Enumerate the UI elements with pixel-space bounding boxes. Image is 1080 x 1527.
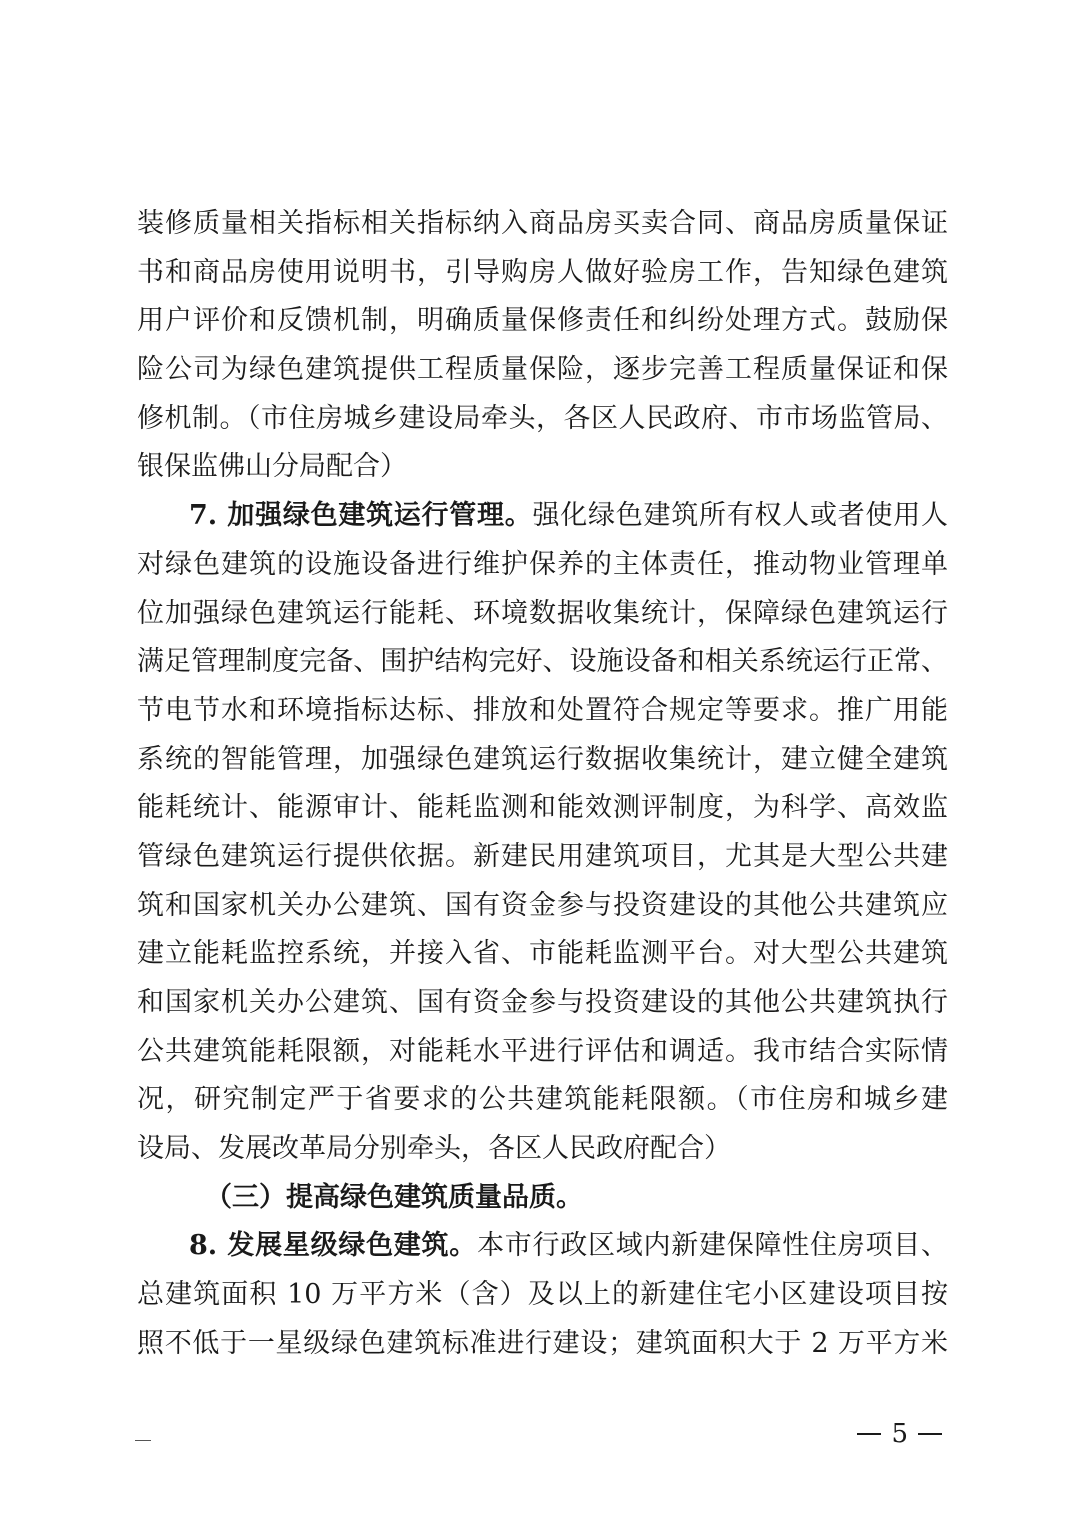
paragraph-line: 照不低于一星级绿色建筑标准进行建设；建筑面积大于 2 万平方米 xyxy=(137,1327,948,1359)
paragraph-line: 满足管理制度完备、围护结构完好、设施设备和相关系统运行正常、 xyxy=(137,646,948,678)
paragraph-line: 设局、发展改革局分别牵头，各区人民政府配合） xyxy=(137,1133,731,1165)
page-number-dash-left xyxy=(857,1433,881,1435)
paragraph-line: 总建筑面积 10 万平方米（含）及以上的新建住宅小区建设项目按 xyxy=(137,1279,948,1311)
paragraph-line: 筑和国家机关办公建筑、国有资金参与投资建设的其他公共建筑应 xyxy=(137,889,948,921)
paragraph-line: 对绿色建筑的设施设备进行维护保养的主体责任，推动物业管理单 xyxy=(137,548,948,580)
paragraph-line: 险公司为绿色建筑提供工程质量保险，逐步完善工程质量保证和保 xyxy=(137,354,948,386)
item-8-first-line xyxy=(137,1222,948,1271)
footer-left-mark xyxy=(135,1440,151,1441)
page-number-footer xyxy=(857,1412,942,1456)
item-7-first-line xyxy=(137,492,948,541)
paragraph-line: 装修质量相关指标相关指标纳入商品房买卖合同、商品房质量保证 xyxy=(137,208,948,239)
paragraph-line: 节电节水和环境指标达标、排放和处置符合规定等要求。推广用能 xyxy=(137,694,948,726)
item-7-first-text: 强化绿色建筑所有权人或者使用人 xyxy=(532,500,948,532)
paragraph-line: 管绿色建筑运行提供依据。新建民用建筑项目，尤其是大型公共建 xyxy=(137,840,948,872)
paragraph-line: 书和商品房使用说明书，引导购房人做好验房工作，告知绿色建筑 xyxy=(137,256,948,288)
paragraph-line: 能耗统计、能源审计、能耗监测和能效测评制度，为科学、高效监 xyxy=(137,792,948,824)
item-8-first-text: 本市行政区域内新建保障性住房项目、 xyxy=(477,1230,949,1262)
paragraph-line: 用户评价和反馈机制，明确质量保修责任和纠纷处理方式。鼓励保 xyxy=(137,305,948,337)
paragraph-line: 建立能耗监控系统，并接入省、市能耗监测平台。对大型公共建筑 xyxy=(137,938,948,970)
paragraph-line: 修机制。（市住房城乡建设局牵头，各区人民政府、市市场监管局、 xyxy=(137,402,948,434)
paragraph-line: 和国家机关办公建筑、国有资金参与投资建设的其他公共建筑执行 xyxy=(137,987,948,1018)
item-8-heading: 8. 发展星级绿色建筑。 xyxy=(189,1230,478,1262)
paragraph-line: 银保监佛山分局配合） xyxy=(137,451,407,483)
section-heading: （三）提高绿色建筑质量品质。 xyxy=(205,1181,583,1213)
paragraph-line: 公共建筑能耗限额，对能耗水平进行评估和调适。我市结合实际情 xyxy=(137,1035,948,1067)
item-7-heading: 7. 加强绿色建筑运行管理。 xyxy=(189,500,533,532)
body-text xyxy=(137,200,948,1369)
paragraph-line: 况，研究制定严于省要求的公共建筑能耗限额。（市住房和城乡建 xyxy=(137,1084,948,1116)
paragraph-line: 位加强绿色建筑运行能耗、环境数据收集统计，保障绿色建筑运行 xyxy=(137,597,948,629)
page-number-dash-right xyxy=(918,1433,942,1435)
paragraph-line: 系统的智能管理，加强绿色建筑运行数据收集统计，建立健全建筑 xyxy=(137,743,948,775)
page-number: 5 xyxy=(891,1419,908,1449)
